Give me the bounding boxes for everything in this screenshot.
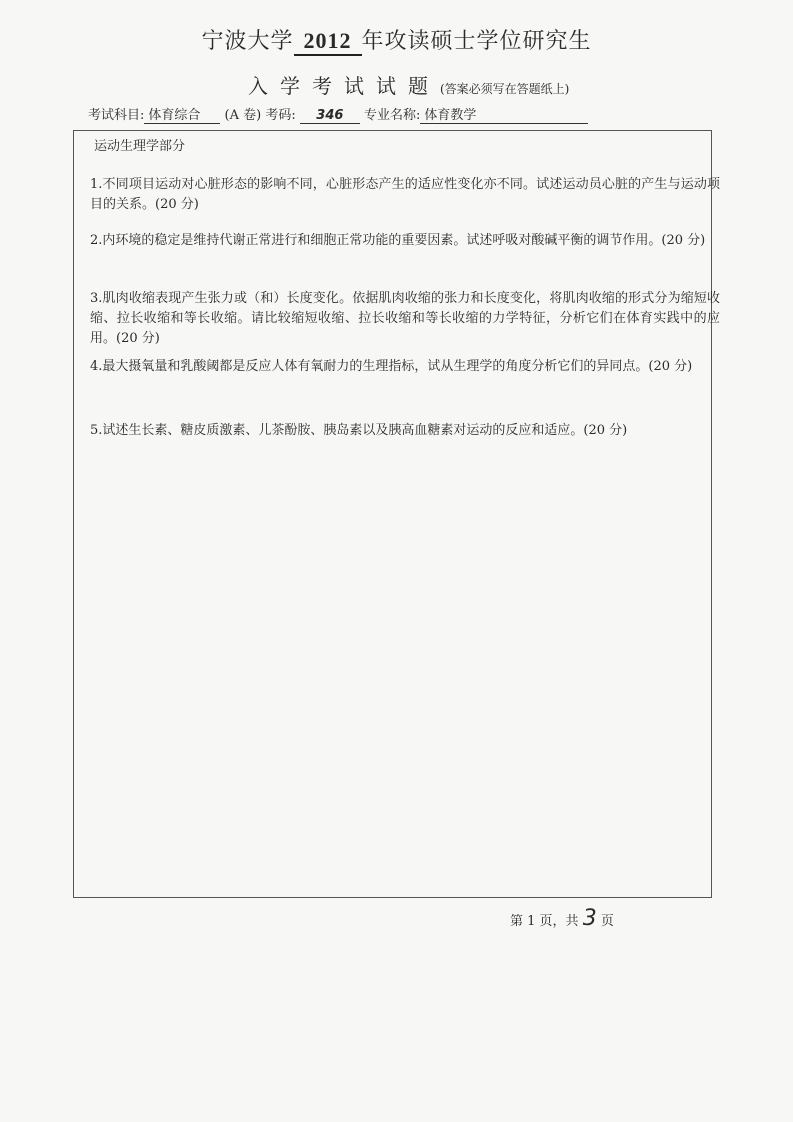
section-title: 运动生理学部分 <box>94 139 186 154</box>
subject-label: 考试科目: <box>88 108 145 123</box>
question-4: 4.最大摄氧量和乳酸阈都是反应人体有氧耐力的生理指标，试从生理学的角度分析它们的异同点。(20 分) <box>90 359 693 374</box>
question-box <box>73 130 720 898</box>
page-number: 第 1 页，共 <box>510 914 579 929</box>
question-1: 1.不同项目运动对心脏形态的影响不同，心脏形态产生的适应性变化亦不同。试述运动员心脏的产生与运动项目的关系。(20 分) <box>90 177 720 212</box>
question-3: 3.肌肉收缩表现产生张力或（和）长度变化。依据肌肉收缩的张力和长度变化，将肌肉收缩的形式分为缩短收缩、拉长收缩和等长收缩。请比较缩短收缩、拉长收缩和等长收缩的力学特征，分析它们在体育实践中的应用。(20 分) <box>90 291 720 346</box>
subtitle-text: 入学考试试题 <box>248 74 440 98</box>
page-title <box>0 24 793 56</box>
code-value: 346 <box>300 108 360 124</box>
subject-value: 体育综合 <box>144 104 220 124</box>
title-suffix: 年攻读硕士学位研究生 <box>361 29 592 54</box>
subtitle-note: (答案必须写在答题纸上) <box>440 82 570 96</box>
question-2: 2.内环境的稳定是维持代谢正常进行和细胞正常功能的重要因素。试述呼吸对酸碱平衡的调节作用。(20 分) <box>90 233 706 248</box>
major-value: 体育教学 <box>420 104 588 124</box>
exam-meta <box>88 104 588 124</box>
university-name: 宁波大学 <box>201 29 294 54</box>
code-label: 考码: <box>265 108 296 123</box>
exam-year: 2012 <box>294 28 362 56</box>
page-suffix: 页 <box>600 914 614 929</box>
paper-version: (A 卷) <box>224 108 262 123</box>
subtitle <box>248 70 569 99</box>
question-5: 5.试述生长素、糖皮质激素、儿茶酚胺、胰岛素以及胰高血糖素对运动的反应和适应。(20 分) <box>90 423 628 438</box>
major-label: 专业名称: <box>364 108 421 123</box>
page-footer <box>510 906 614 931</box>
page-total: 3 <box>582 906 597 931</box>
